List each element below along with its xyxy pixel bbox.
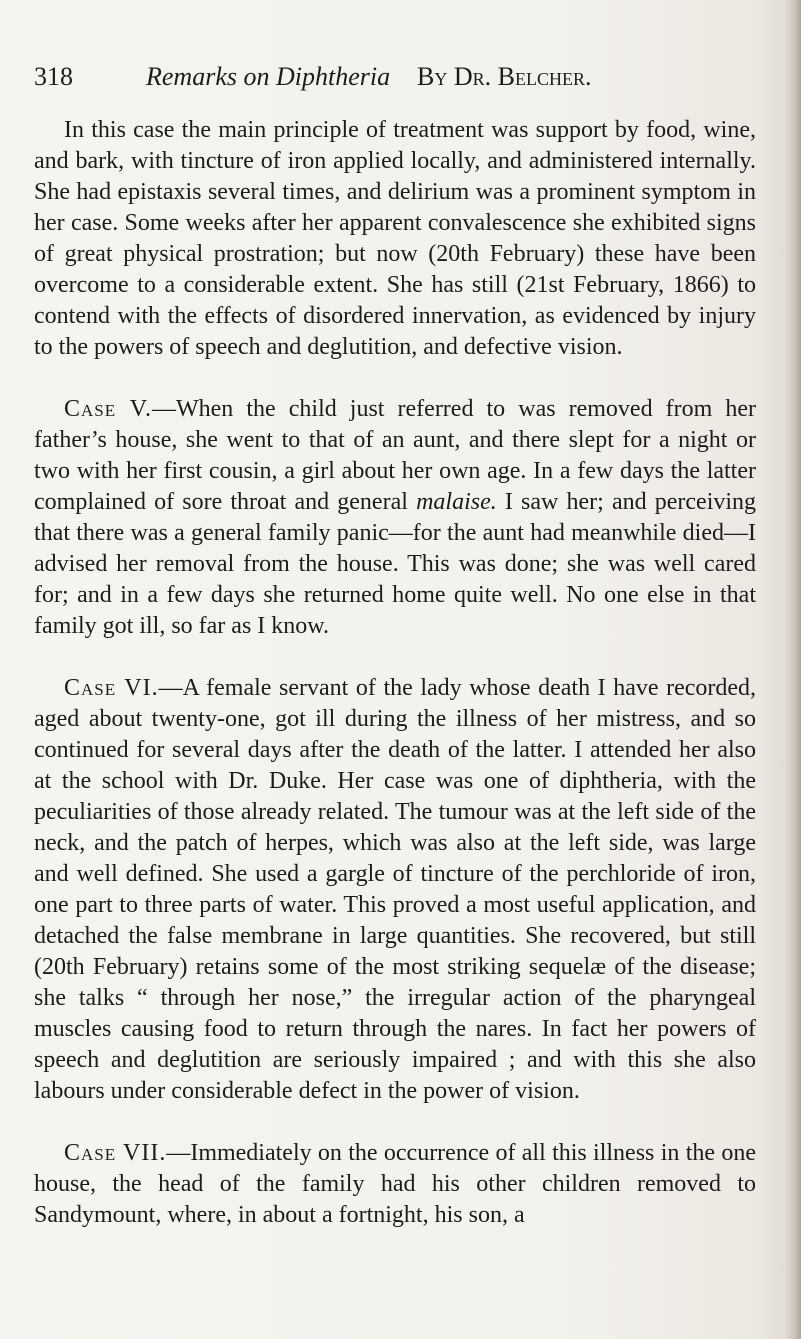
paragraph-case-iv-continued [34, 115, 756, 363]
italic-term: malaise. [416, 489, 497, 515]
paragraph-case-vi [34, 673, 756, 1107]
paragraph-case-v [34, 394, 756, 642]
page-header [34, 62, 734, 98]
paragraph-text: —When the child just referred to was removed from her father’s house, she went to that of an aunt, and there slept for a night or two with her first cousin, a girl about her own age. In a few days the latter complained of sore throat and general [34, 396, 757, 515]
page-number: 318 [34, 62, 73, 91]
paragraph-text: In this case the main principle of treatment was support by food, wine, and bark, with tincture of iron applied locally, and administered internally. She had epistaxis several times, and delirium was a prominent symptom in her case. Some weeks after her apparent convalescence she exhibited signs of great physical prostration; but now (20th February) these have been overcome to a considerable extent. She has still (21st February, 1866) to contend with the effects of disordered innervation, as evidenced by injury to the powers of speech and deglutition, and defective vision. [34, 117, 756, 360]
paragraph-text: I saw her; and perceiving that there was a general family panic—for the aunt had meanwhile died—I advised her removal from the house. This was done; she was well cared for; and in a few days she returned home quite well. No one else in that family got ill, so far as I know. [34, 489, 757, 639]
case-label: Case VII. [64, 1140, 167, 1166]
paragraph-text: —Immediately on the occurrence of all this illness in the one house, the head of the family had his other children removed to Sandymount, where, in about a fortnight, his son, a [34, 1140, 756, 1228]
running-title: Remarks on Diphtheria [146, 62, 391, 91]
author-byline: By Dr. Belcher. [417, 62, 592, 91]
case-label: Case VI. [64, 675, 159, 701]
page-edge-shadow [785, 0, 801, 1339]
paragraph-text: —A female servant of the lady whose death I have recorded, aged about twenty-one, got ill during the illness of her mistress, and so continued for several days after the death of the latter. I attended her also at the school with Dr. Duke. Her case was one of diphtheria, with the peculiarities of those already related. The tumour was at the left side of the neck, and the patch of herpes, which was also at the left side, was large and well defined. She used a gargle of tincture of the perchloride of iron, one part to three parts of water. This proved a most useful application, and detached the false membrane in large quantities. She recovered, but still (20th February) retains some of the most striking sequelæ of the disease; she talks “ through her nose,” the irregular action of the pharyngeal muscles causing food to return through the nares. In fact her powers of speech and deglutition are seriously impaired ; and with this she also labours under considerable defect in the power of vision. [34, 675, 757, 1104]
paragraph-case-vii [34, 1138, 756, 1231]
case-label: Case V. [64, 396, 152, 422]
body-text [34, 115, 756, 1231]
